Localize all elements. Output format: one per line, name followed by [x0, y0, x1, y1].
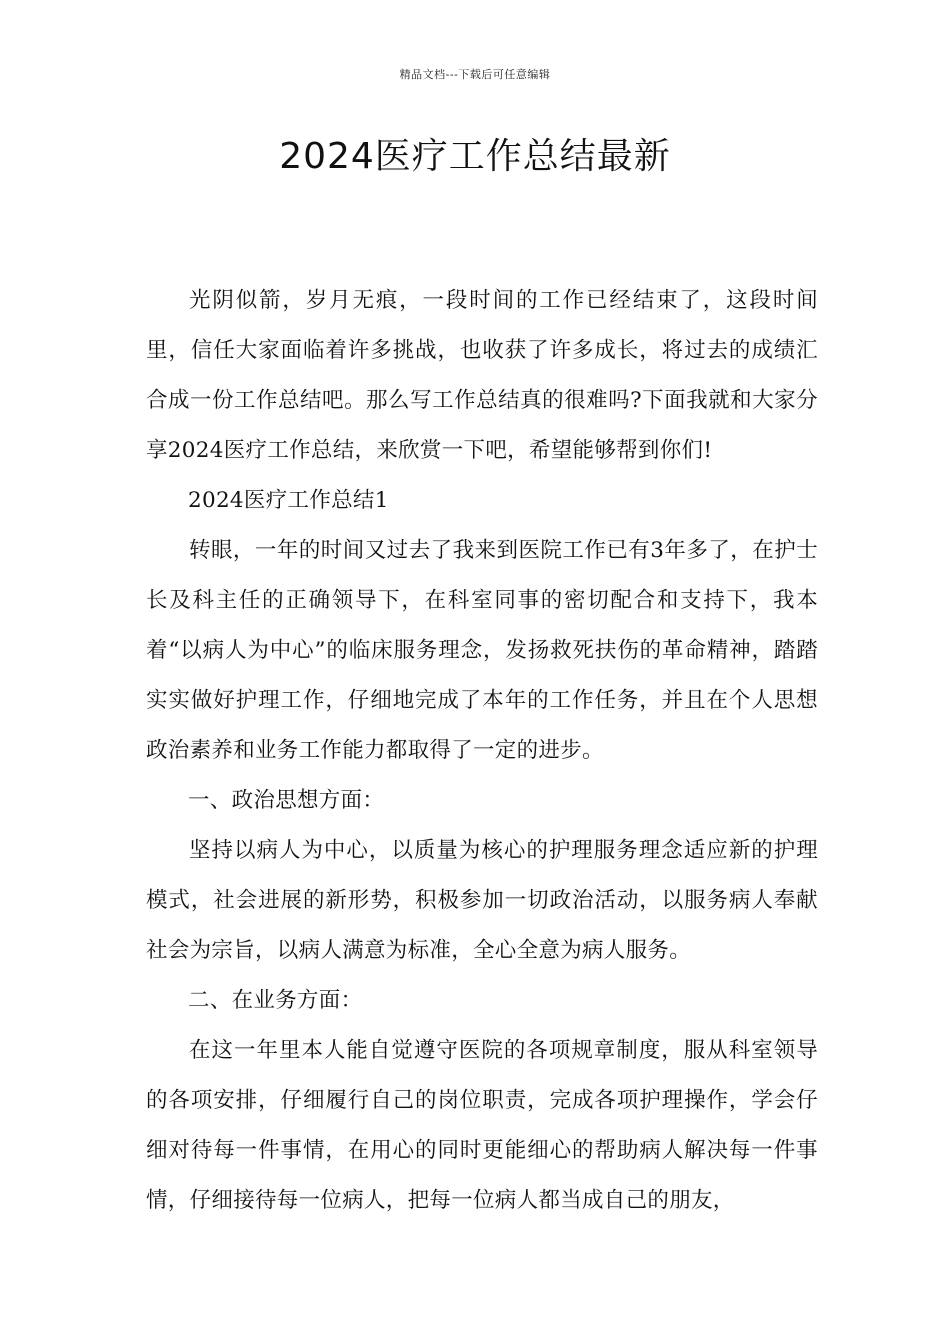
header-note: 精品文档---下载后可任意编辑 [399, 68, 551, 81]
document-body [146, 276, 818, 1226]
summary-paragraph: 转眼，一年的时间又过去了我来到医院工作已有3年多了，在护士长及科主任的正确领导下，在科室同事的密切配合和支持下，我本着“以病人为中心”的临床服务理念，发扬救死扶伤的革命精神，踏踏实实做好护理工作，仔细地完成了本年的工作任务，并且在个人思想政治素养和业务工作能力都取得了一定的进步。 [146, 538, 818, 763]
section-heading-political: 一、政治思想方面： [188, 788, 385, 813]
intro-paragraph: 光阴似箭，岁月无痕，一段时间的工作已经结束了，这段时间里，信任大家面临着许多挑战，也收获了许多成长，将过去的成绩汇合成一份工作总结吧。那么写工作总结真的很难吗?下面我就和大家分享2024医疗工作总结，来欣赏一下吧，希望能够帮到你们! [146, 288, 818, 463]
business-paragraph: 在这一年里本人能自觉遵守医院的各项规章制度，服从科室领导的各项安排，仔细履行自己的岗位职责，完成各项护理操作，学会仔细对待每一件事情，在用心的同时更能细心的帮助病人解决每一件事情，仔细接待每一位病人，把每一位病人都当成自己的朋友， [146, 1038, 818, 1213]
section-heading-business: 二、在业务方面： [188, 988, 363, 1013]
document-title: 2024医疗工作总结最新 [279, 136, 671, 177]
political-paragraph: 坚持以病人为中心，以质量为核心的护理服务理念适应新的护理模式，社会进展的新形势，积极参加一切政治活动，以服务病人奉献社会为宗旨，以病人满意为标准，全心全意为病人服务。 [146, 838, 818, 963]
section-subtitle: 2024医疗工作总结1 [188, 488, 389, 513]
